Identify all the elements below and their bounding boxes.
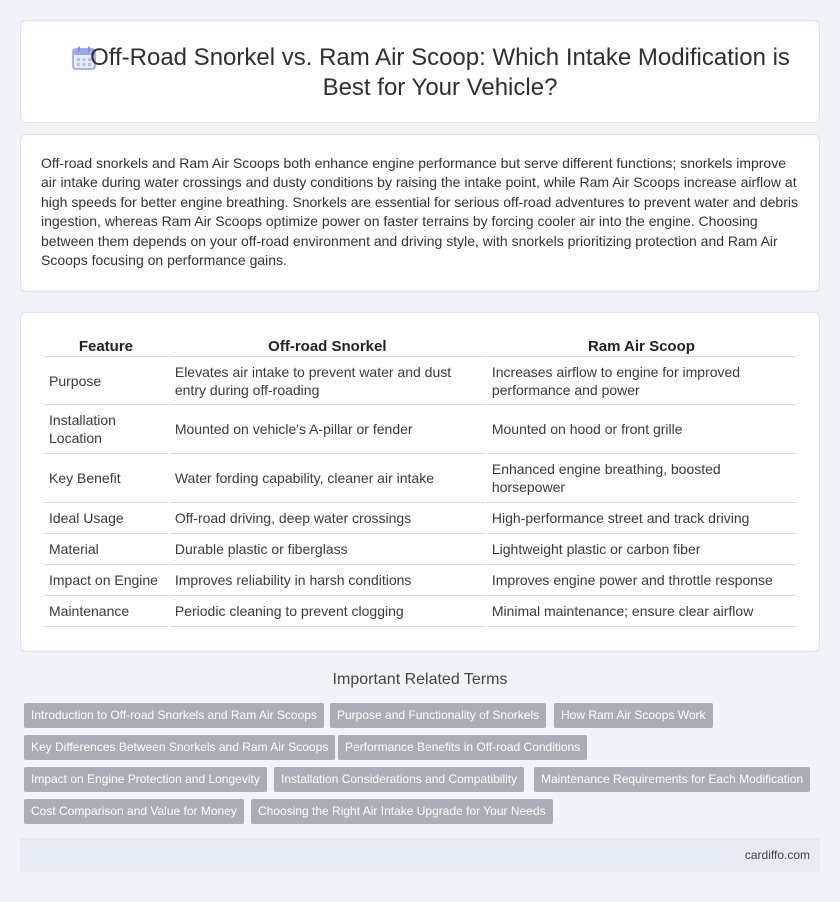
related-term-tag[interactable]: Maintenance Requirements for Each Modification	[534, 767, 810, 792]
title-card	[20, 20, 820, 123]
table-cell: Improves engine power and throttle response	[487, 565, 796, 596]
related-term-tag[interactable]: Performance Benefits in Off-road Conditions	[338, 735, 587, 760]
related-terms-title: Important Related Terms	[332, 671, 508, 688]
table-cell: Enhanced engine breathing, boosted horsepower	[487, 454, 796, 503]
table-cell: Water fording capability, cleaner air intake	[170, 454, 485, 503]
table-cell: Material	[44, 534, 168, 565]
intro-card	[20, 134, 820, 292]
table-cell: Mounted on hood or front grille	[487, 405, 796, 454]
table-cell: Key Benefit	[44, 454, 168, 503]
table-cell: High-performance street and track driving	[487, 503, 796, 534]
footer-site-link[interactable]: cardiffo.com	[744, 848, 810, 862]
table-cell: Mounted on vehicle's A-pillar or fender	[170, 405, 485, 454]
table-cell: Installation Location	[44, 405, 168, 454]
table-cell: Elevates air intake to prevent water and dust entry during off-roading	[170, 357, 485, 405]
header-ram-air-scoop: Ram Air Scoop	[487, 335, 796, 357]
comparison-table	[42, 335, 798, 627]
table-cell: Ideal Usage	[44, 503, 168, 534]
related-term-tag[interactable]: Impact on Engine Protection and Longevity	[24, 767, 267, 792]
table-row	[44, 565, 796, 596]
table-cell: Impact on Engine	[44, 565, 168, 596]
table-row	[44, 503, 796, 534]
table-row	[44, 534, 796, 565]
header-off-road-snorkel: Off-road Snorkel	[170, 335, 485, 357]
related-term-tag[interactable]: Introduction to Off-road Snorkels and Ram Air Scoops	[24, 703, 324, 728]
table-cell: Minimal maintenance; ensure clear airflow	[487, 596, 796, 627]
page-title: Off-Road Snorkel vs. Ram Air Scoop: Which Intake Modification is Best for Your Vehicle?	[90, 44, 790, 101]
related-term-tag[interactable]: Key Differences Between Snorkels and Ram Air Scoops	[24, 735, 335, 760]
table-row	[44, 596, 796, 627]
table-cell: Maintenance	[44, 596, 168, 627]
comparison-table-card	[20, 312, 820, 652]
table-cell: Improves reliability in harsh conditions	[170, 565, 485, 596]
table-row	[44, 454, 796, 503]
table-cell: Off-road driving, deep water crossings	[170, 503, 485, 534]
intro-paragraph: Off-road snorkels and Ram Air Scoops both enhance engine performance but serve different functions; snorkels improve air intake during water crossings and dusty conditions by raising the intake point, while Ram Air Scoops increase airflow at high speeds for better engine breathing. Snorkels are essential for serious off-road adventures to prevent water and debris ingestion, whereas Ram Air Scoops optimize power on faster terrains by forcing cooler air into the engine. Choosing between them depends on your off-road environment and driving style, with snorkels prioritizing protection and Ram Air Scoops focusing on performance gains.	[41, 155, 798, 269]
table-cell: Durable plastic or fiberglass	[170, 534, 485, 565]
table-cell: Purpose	[44, 357, 168, 405]
related-term-tag[interactable]: Purpose and Functionality of Snorkels	[330, 703, 546, 728]
related-term-tag[interactable]: Cost Comparison and Value for Money	[24, 799, 244, 824]
related-term-tag[interactable]: Installation Considerations and Compatibility	[274, 767, 524, 792]
table-row	[44, 357, 796, 405]
table-cell: Lightweight plastic or carbon fiber	[487, 534, 796, 565]
table-header-row	[44, 335, 796, 357]
table-cell: Increases airflow to engine for improved performance and power	[487, 357, 796, 405]
related-term-tag[interactable]: How Ram Air Scoops Work	[554, 703, 713, 728]
table-row	[44, 405, 796, 454]
related-term-tag[interactable]: Choosing the Right Air Intake Upgrade for Your Needs	[251, 799, 553, 824]
footer	[20, 838, 820, 872]
header-feature: Feature	[44, 335, 168, 357]
table-cell: Periodic cleaning to prevent clogging	[170, 596, 485, 627]
